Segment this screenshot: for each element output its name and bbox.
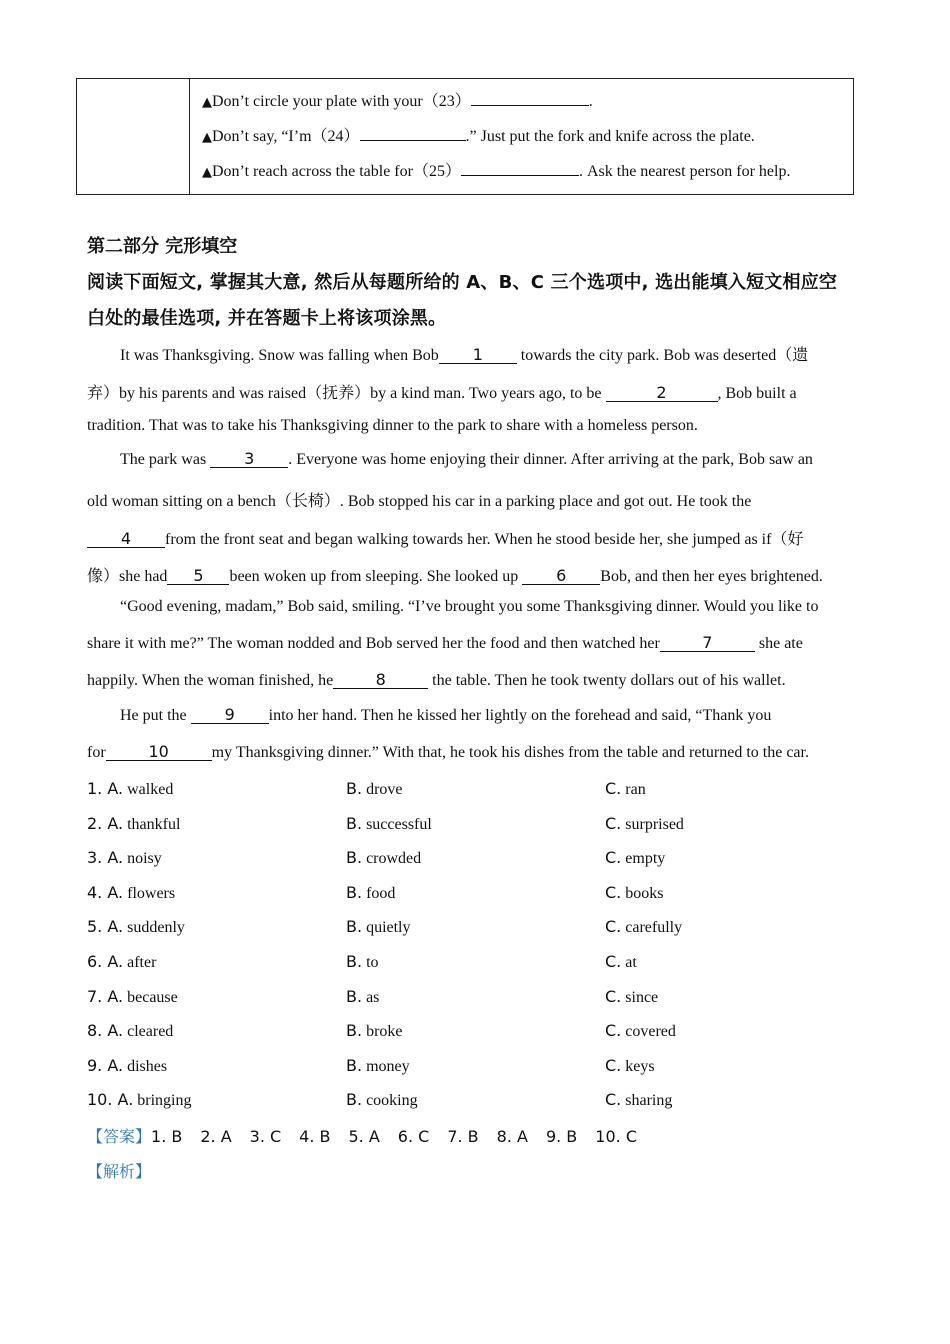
option-text: as [366, 988, 380, 1006]
option-label: 6. A. [87, 952, 124, 971]
blank-24[interactable] [360, 140, 466, 141]
option-label: C. [605, 882, 622, 902]
option-text: carefully [625, 919, 683, 937]
option-row [87, 1021, 867, 1043]
option-c[interactable] [605, 1056, 655, 1076]
answer-item: 2. A [200, 1127, 232, 1146]
option-label: B. [346, 952, 363, 971]
answer-item: 3. C [249, 1127, 282, 1146]
blank-4[interactable]: 4 [87, 531, 165, 548]
option-b[interactable] [346, 848, 421, 868]
option-a[interactable] [87, 952, 156, 972]
rules-table [76, 78, 854, 195]
blank-6[interactable]: 6 [522, 568, 600, 585]
blank-7[interactable]: 7 [660, 635, 755, 652]
passage-line: The park was 3 . Everyone was home enjoying their dinner. After arriving at the park, Bob saw an [120, 449, 813, 468]
option-label: B. [346, 986, 363, 1006]
rule-25: ▲Don’t reach across the table for（25） . Ask the nearest person for help. [202, 163, 791, 180]
option-row [87, 814, 867, 836]
option-label: 2. A. [87, 813, 124, 833]
option-text: cooking [366, 1092, 418, 1110]
option-text: noisy [127, 850, 162, 868]
passage-line: share it with me?” The woman nodded and Bob served her the food and then watched her 7 she ate [87, 633, 803, 652]
passage-line: tradition. That was to take his Thanksgiving dinner to the park to share with a homeless person. [87, 417, 698, 434]
option-label: C. [605, 986, 622, 1006]
option-label: B. [346, 813, 363, 833]
option-label: B. [346, 882, 363, 902]
option-text: crowded [366, 850, 422, 868]
option-label: C. [605, 779, 622, 798]
option-a[interactable] [87, 848, 162, 868]
blank-23[interactable] [471, 105, 589, 106]
triangle-bullet: ▲ [202, 165, 212, 180]
option-label: 10. A. [87, 1090, 134, 1110]
answer-label: 【答案】 [87, 1127, 152, 1146]
passage-line: old woman sitting on a bench（长椅）. Bob stopped his car in a parking place and got out. He took the [87, 493, 752, 510]
option-label: B. [346, 917, 363, 937]
answer-item: 6. C [397, 1127, 430, 1146]
option-text: because [127, 988, 178, 1006]
option-text: empty [625, 850, 666, 868]
instruction-line-1: 阅读下面短文, 掌握其大意, 然后从每题所给的 A、B、C 三个选项中, 选出能填入短文相应空 [87, 272, 838, 293]
option-c[interactable] [605, 814, 684, 834]
option-text: bringing [137, 1092, 192, 1110]
option-row [87, 1090, 867, 1112]
triangle-bullet: ▲ [202, 130, 212, 145]
blank-8[interactable]: 8 [333, 672, 428, 689]
option-c[interactable] [605, 987, 658, 1007]
blank-9[interactable]: 9 [191, 707, 269, 724]
option-label: 7. A. [87, 986, 124, 1006]
option-row [87, 883, 867, 905]
rule-24: ▲Don’t say, “I’m（24） .” Just put the fork and knife across the plate. [202, 128, 755, 145]
option-text: after [127, 954, 157, 971]
passage-line: It was Thanksgiving. Snow was falling when Bob 1 towards the city park. Bob was deserted（遗 [120, 345, 809, 364]
option-text: thankful [127, 815, 181, 833]
option-text: quietly [366, 919, 411, 937]
section-title: 第二部分 完形填空 [87, 236, 238, 257]
option-c[interactable] [605, 883, 664, 903]
option-text: sharing [625, 1092, 673, 1110]
option-b[interactable] [346, 917, 411, 937]
option-text: keys [625, 1057, 655, 1075]
option-a[interactable] [87, 1090, 192, 1110]
option-a[interactable] [87, 917, 185, 937]
option-label: B. [346, 1021, 363, 1041]
option-label: 1. A. [87, 779, 124, 798]
answer-item: 10. C [595, 1127, 637, 1146]
passage-line: He put the 9 into her hand. Then he kissed her lightly on the forehead and said, “Thank you [120, 705, 772, 724]
option-a[interactable] [87, 779, 173, 799]
answer-item: 5. A [348, 1127, 380, 1146]
option-label: B. [346, 848, 363, 868]
option-label: C. [605, 1055, 622, 1075]
rule-23: ▲Don’t circle your plate with your（23） . [202, 93, 593, 110]
passage-line: “Good evening, madam,” Bob said, smiling. “I’ve brought you some Thanksgiving dinner. Would you like to [120, 598, 819, 615]
blank-10[interactable]: 10 [106, 744, 212, 761]
blank-25[interactable] [461, 175, 579, 176]
option-label: C. [605, 952, 622, 971]
option-a[interactable] [87, 814, 180, 834]
option-label: C. [605, 848, 622, 868]
passage-line: 像）she had 5 been woken up from sleeping. She looked up 6 Bob, and then her eyes brightened. [87, 566, 823, 585]
option-text: dishes [127, 1057, 168, 1075]
answer-item: 8. A [496, 1127, 528, 1146]
option-text: covered [625, 1023, 676, 1041]
option-c[interactable] [605, 1090, 672, 1110]
option-b[interactable] [346, 952, 379, 972]
option-text: suddenly [127, 919, 185, 937]
option-text: surprised [625, 815, 684, 833]
option-label: 3. A. [87, 848, 124, 868]
option-text: cleared [127, 1023, 174, 1041]
option-b[interactable] [346, 814, 432, 834]
option-label: C. [605, 1021, 622, 1041]
option-row [87, 987, 867, 1009]
option-row [87, 779, 867, 801]
option-c[interactable] [605, 779, 646, 799]
option-text: since [625, 988, 659, 1006]
option-c[interactable] [605, 1021, 676, 1041]
option-row [87, 1056, 867, 1078]
answer-item: 7. B [447, 1127, 479, 1146]
rules-table-left-cell [77, 79, 190, 195]
blank-3[interactable]: 3 [210, 451, 288, 468]
option-label: B. [346, 1055, 363, 1075]
answer-item: 9. B [545, 1127, 578, 1146]
passage-line: for 10 my Thanksgiving dinner.” With that, he took his dishes from the table and returned to the car. [87, 742, 809, 761]
option-text: walked [127, 781, 174, 798]
option-text: broke [366, 1023, 403, 1041]
option-text: drove [366, 781, 403, 798]
option-row [87, 917, 867, 939]
option-text: food [366, 884, 396, 902]
answer-item: 1. B [151, 1127, 183, 1146]
passage-line: 4 from the front seat and began walking towards her. When he stood beside her, she jumped as if（好 [87, 526, 803, 549]
triangle-bullet: ▲ [202, 95, 212, 110]
option-label: 5. A. [87, 917, 124, 937]
option-label: 8. A. [87, 1021, 124, 1041]
option-text: at [625, 954, 637, 971]
passage-line: happily. When the woman finished, he 8 the table. Then he took twenty dollars out of his wallet. [87, 670, 786, 689]
option-label: B. [346, 1090, 363, 1110]
option-c[interactable] [605, 917, 682, 937]
option-a[interactable] [87, 1021, 173, 1041]
option-c[interactable] [605, 952, 637, 972]
option-label: B. [346, 779, 363, 798]
option-label: 4. A. [87, 882, 124, 902]
rules-table-right-cell [190, 79, 854, 195]
option-row [87, 848, 867, 870]
option-b[interactable] [346, 987, 379, 1007]
option-a[interactable] [87, 883, 175, 903]
blank-1[interactable]: 1 [439, 347, 517, 364]
instruction-line-2: 白处的最佳选项, 并在答题卡上将该项涂黑。 [87, 308, 447, 329]
option-text: books [625, 884, 664, 902]
option-label: C. [605, 1090, 622, 1110]
option-row [87, 952, 867, 974]
answer-values [151, 1129, 655, 1146]
passage-line: 弃）by his parents and was raised（抚养）by a kind man. Two years ago, to be 2 , Bob built a [87, 383, 797, 402]
option-b[interactable] [346, 1021, 403, 1041]
analysis-line [87, 1159, 151, 1182]
blank-2[interactable]: 2 [606, 385, 718, 402]
option-c[interactable] [605, 848, 665, 868]
option-b[interactable] [346, 1056, 410, 1076]
answer-line [87, 1124, 655, 1147]
option-text: successful [366, 815, 432, 833]
option-b[interactable] [346, 1090, 418, 1110]
option-label: 9. A. [87, 1055, 124, 1075]
option-a[interactable] [87, 1056, 167, 1076]
option-b[interactable] [346, 883, 395, 903]
option-text: money [366, 1057, 410, 1075]
blank-5[interactable]: 5 [167, 568, 229, 585]
option-text: to [366, 954, 379, 971]
option-text: flowers [127, 884, 176, 902]
option-a[interactable] [87, 987, 178, 1007]
option-text: ran [625, 781, 646, 798]
option-label: C. [605, 813, 622, 833]
analysis-label: 【解析】 [87, 1162, 152, 1181]
answer-item: 4. B [299, 1127, 331, 1146]
option-label: C. [605, 917, 622, 937]
option-b[interactable] [346, 779, 403, 799]
